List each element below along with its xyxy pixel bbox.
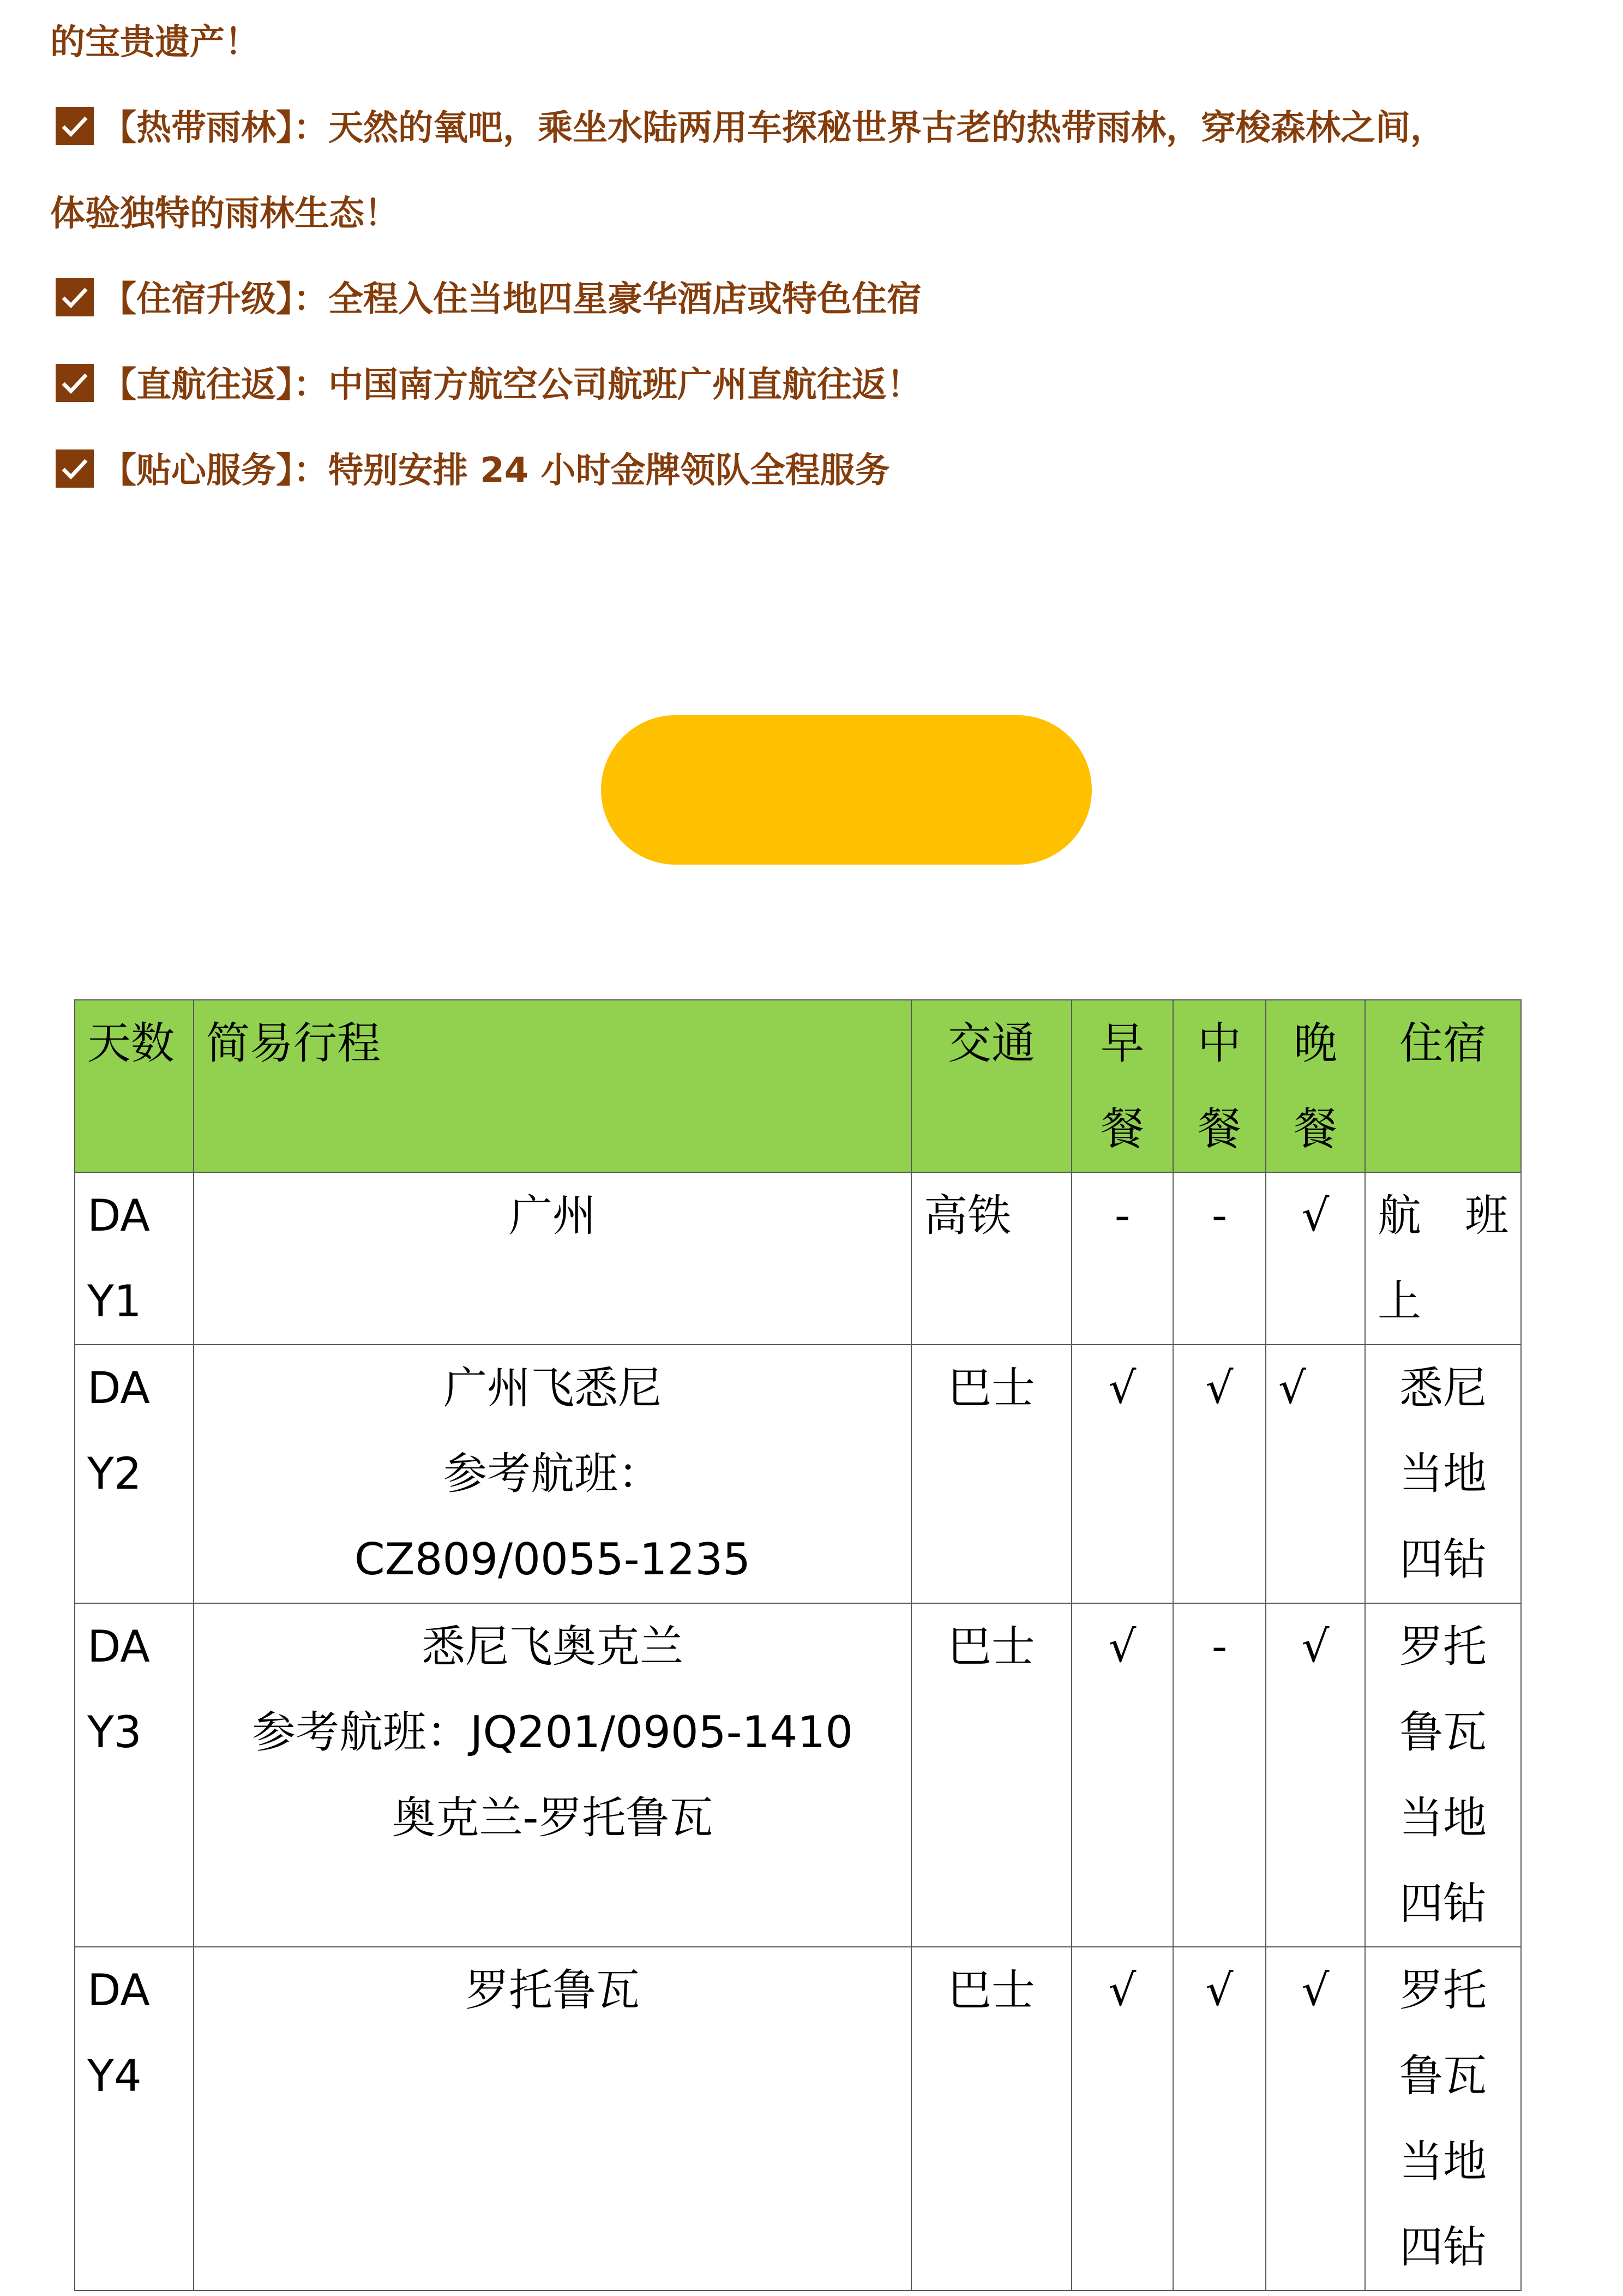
cell-breakfast: √ [1072, 1345, 1173, 1603]
cell-day: DA Y4 [75, 1947, 194, 2291]
checkbox-checked-icon [56, 364, 94, 402]
cell-transport: 巴士 [911, 1603, 1072, 1947]
table-header-row [75, 1000, 1521, 1172]
cell-dinner: √ [1266, 1345, 1365, 1603]
header-hotel: 住宿 [1365, 1000, 1521, 1172]
cell-day: DA Y1 [75, 1172, 194, 1345]
highlights-section [50, 0, 1599, 514]
cell-dinner: √ [1266, 1603, 1365, 1947]
highlight-item-accommodation [50, 257, 1599, 343]
highlight-item-rainforest [50, 86, 1599, 257]
header-transport: 交通 [911, 1000, 1072, 1172]
cell-lunch: √ [1173, 1947, 1266, 2291]
cell-breakfast: - [1072, 1172, 1173, 1345]
highlight-item-direct-flight [50, 343, 1599, 428]
cell-day: DA Y2 [75, 1345, 194, 1603]
highlight-title: 【住宿升级】： [101, 279, 328, 320]
highlight-text-continued: 体验独特的雨林生态！ [50, 194, 399, 234]
cell-breakfast: √ [1072, 1603, 1173, 1947]
cell-hotel: 悉尼 当地 四钻 [1365, 1345, 1521, 1603]
checkbox-checked-icon [56, 278, 94, 316]
cell-day: DA Y3 [75, 1603, 194, 1947]
cell-plan: 罗托鲁瓦 [194, 1947, 911, 2291]
highlight-item-service [50, 428, 1599, 514]
highlight-title: 【热带雨林】： [101, 108, 328, 148]
cell-transport: 高铁 [911, 1172, 1072, 1345]
cell-lunch: - [1173, 1172, 1266, 1345]
header-plan: 简易行程 [194, 1000, 911, 1172]
highlight-text: 特别安排 24 小时金牌领队全程服务 [328, 451, 890, 491]
table-row [75, 1345, 1521, 1603]
highlight-continued-text: 的宝贵遗产！ [50, 22, 260, 63]
itinerary-table [74, 999, 1522, 2291]
table-row [75, 1603, 1521, 1947]
header-day: 天数 [75, 1000, 194, 1172]
cell-hotel: 航 班 上 [1365, 1172, 1521, 1345]
highlight-text: 天然的氧吧，乘坐水陆两用车探秘世界古老的热带雨林，穿梭森林之间， [328, 108, 1445, 148]
cell-plan: 悉尼飞奥克兰 参考航班：JQ201/0905-1410 奥克兰-罗托鲁瓦 [194, 1603, 911, 1947]
cell-lunch: √ [1173, 1345, 1266, 1603]
cell-dinner: √ [1266, 1947, 1365, 2291]
cell-transport: 巴士 [911, 1345, 1072, 1603]
header-lunch: 中 餐 [1173, 1000, 1266, 1172]
cell-dinner: √ [1266, 1172, 1365, 1345]
cell-breakfast: √ [1072, 1947, 1173, 2291]
table-row [75, 1947, 1521, 2291]
cell-lunch: - [1173, 1603, 1266, 1947]
checkbox-checked-icon [56, 449, 94, 488]
highlight-text: 中国南方航空公司航班广州直航往返！ [328, 365, 922, 405]
highlight-text: 全程入住当地四星豪华酒店或特色住宿 [328, 279, 922, 320]
cell-plan: 广州飞悉尼 参考航班： CZ809/0055-1235 [194, 1345, 911, 1603]
checkbox-checked-icon [56, 107, 94, 145]
cell-transport: 巴士 [911, 1947, 1072, 2291]
header-dinner: 晚 餐 [1266, 1000, 1365, 1172]
cell-hotel: 罗托 鲁瓦 当地 四钻 [1365, 1947, 1521, 2291]
header-breakfast: 早 餐 [1072, 1000, 1173, 1172]
table-row [75, 1172, 1521, 1345]
cell-plan: 广州 [194, 1172, 911, 1345]
highlight-title: 【贴心服务】： [101, 451, 328, 491]
cell-hotel: 罗托 鲁瓦 当地 四钻 [1365, 1603, 1521, 1947]
highlight-title: 【直航往返】： [101, 365, 328, 405]
section-header-button[interactable] [601, 715, 1092, 865]
